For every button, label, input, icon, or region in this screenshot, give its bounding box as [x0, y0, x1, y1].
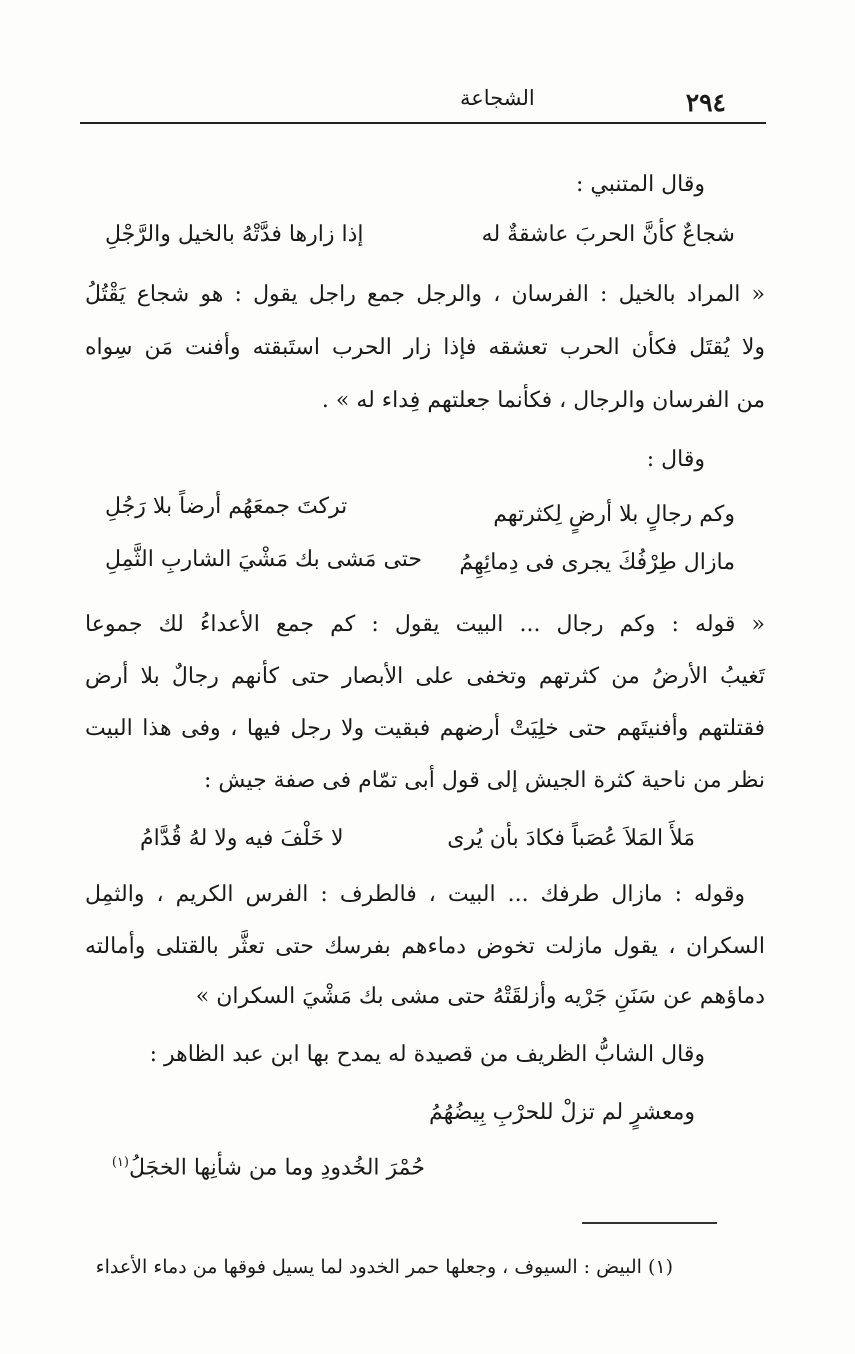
commentary-line: « قوله : وكم رجال ... البيت يقول : كم جمع الأعداءُ لك جموعا: [85, 612, 765, 637]
intro-line: وقال :: [646, 447, 705, 472]
verse-hemistich-left: إذا زارها فدَّتْهُ بالخيل والرَّجْلِ: [105, 222, 364, 247]
commentary-line: وقوله : مازال طرفك ... البيت ، فالطرف : الفرس الكريم ، والثمِل: [85, 882, 745, 907]
verse-hemistich-left: لا خَلْفَ فيه ولا لهُ قُدَّامُ: [140, 826, 344, 851]
verse-text: حُمْرَ الخُدودِ وما من شأنِها الخجَلُ: [128, 1155, 425, 1181]
commentary-line: دماؤهم عن سَنَنِ جَرْيه وأزلقَتْهُ حتى مشى بك مَشْيَ السكران »: [195, 984, 765, 1009]
header-rule: [80, 122, 766, 124]
verse-hemistich-right: شجاعٌ كأنَّ الحربَ عاشقةٌ له: [481, 222, 735, 247]
page-number: ٢٩٤: [685, 88, 726, 117]
footnote-rule: [582, 1222, 717, 1224]
intro-line: وقال الشابُّ الظريف من قصيدة له يمدح بها ابن عبد الظاهر :: [149, 1042, 705, 1067]
commentary-line: نظر من ناحية كثرة الجيش إلى قول أبى تمّام فى صفة جيش :: [203, 768, 765, 793]
commentary-line: فقتلتهم وأفنيتَهم حتى خلِيَتْ أرضهم فبقيت ولا رجل فيها ، وفى هذا البيت: [85, 716, 765, 741]
running-head: الشجاعة: [460, 86, 535, 110]
commentary-line: ولا يُقتَل فكأن الحرب تعشقه فإذا زار الحرب استَبقته وأفنت مَن سِواه: [85, 335, 765, 360]
footnote: (١) البيض : السيوف ، وجعلها حمر الخدود لما يسيل فوقها من دماء الأعداء: [95, 1256, 673, 1278]
verse-hemistich-left: حتى مَشى بك مَشْيَ الشاربِ الثَّمِلِ: [105, 547, 423, 572]
footnote-marker: (١): [111, 1155, 129, 1170]
verse-hemistich-right: وكم رجالٍ بلا أرضٍ لِكثرتهم: [493, 502, 735, 527]
commentary-line: من الفرسان والرجال ، فكأنما جعلتهم فِداء له » .: [321, 388, 765, 413]
intro-line: وقال المتنبي :: [575, 172, 705, 197]
page-header: [80, 84, 766, 124]
commentary-line: السكران ، يقول مازلت تخوض دماءهم بفرسك حتى تعثَّر بالقتلى وأمالته: [85, 934, 765, 959]
verse-line: [112, 1148, 425, 1183]
verse-hemistich-right: مَلأَ المَلاَ عُصَباً فكادَ بأن يُرى: [447, 826, 695, 851]
commentary-line: تَغيبُ الأرضُ من كثرتهم وتخفى على الأبصار حتى كأنهم رجالٌ بلا أرض: [85, 664, 765, 689]
verse-hemistich-right: مازال طِرْفُكَ يجرى فى دِمائِهِمُ: [459, 550, 735, 575]
verse-hemistich-left: تركتَ جمعَهُم أرضاً بلا رَجُلِ: [105, 494, 348, 519]
verse-line: ومعشرٍ لم تزلْ للحرْبِ بِيضُهُمُ: [428, 1100, 695, 1125]
commentary-line: « المراد بالخيل : الفرسان ، والرجل جمع راجل يقول : هو شجاع يَقْتُلُ: [85, 282, 765, 307]
